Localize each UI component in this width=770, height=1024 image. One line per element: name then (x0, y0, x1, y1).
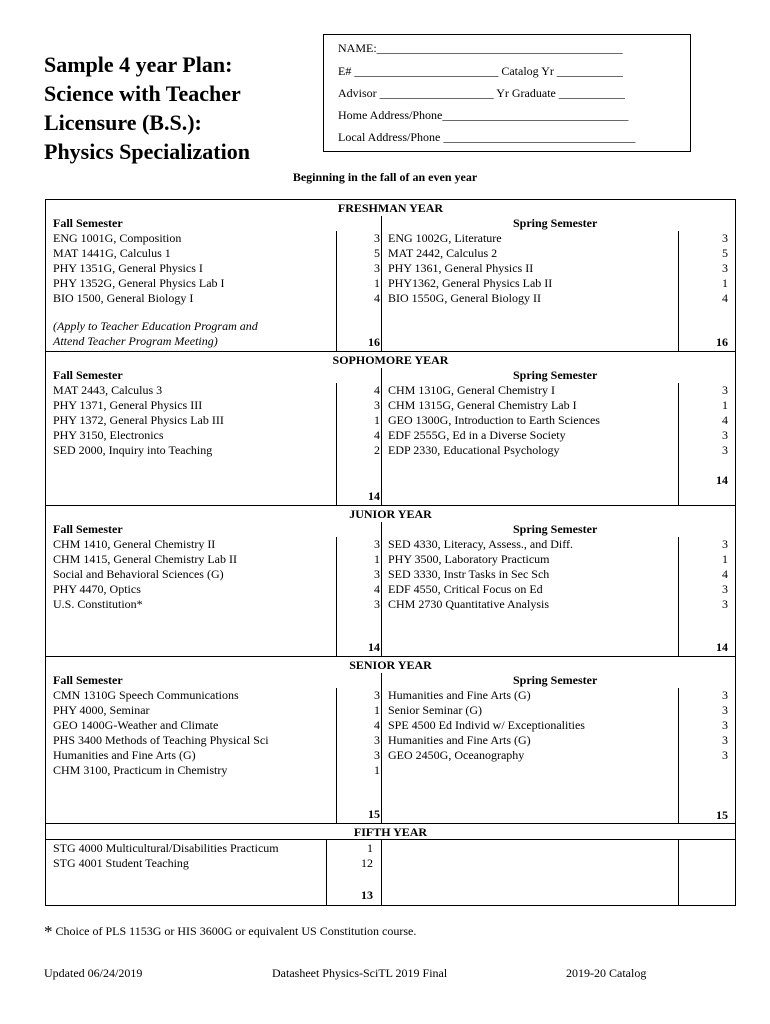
course-name: MAT 1441G, Calculus 1 (53, 246, 171, 260)
course-credits: 3 (374, 733, 380, 747)
course-credits: 4 (722, 291, 728, 305)
course-name: GEO 1400G-Weather and Climate (53, 718, 219, 732)
course-credits: 12 (361, 856, 373, 870)
title-line-3: Licensure (B.S.): (44, 110, 202, 135)
course-credits: 1 (722, 398, 728, 412)
course-name: GEO 2450G, Oceanography (388, 748, 525, 762)
course-name: Senior Seminar (G) (388, 703, 482, 717)
course-name: CHM 3100, Practicum in Chemistry (53, 763, 228, 777)
course-credits: 1 (374, 552, 380, 566)
course-name: PHY 1352G, General Physics Lab I (53, 276, 225, 290)
section-divider (46, 823, 735, 824)
course-credits: 3 (722, 703, 728, 717)
course-name: CHM 1415, General Chemistry Lab II (53, 552, 237, 566)
spring-total: 15 (716, 808, 728, 822)
spring-semester-label: Spring Semester (513, 522, 598, 536)
course-name: BIO 1550G, General Biology II (388, 291, 541, 305)
enumber-catalog-field[interactable]: E# ________________________ Catalog Yr ___________ (338, 64, 623, 78)
course-name: PHY 3150, Electronics (53, 428, 164, 442)
footnote-text: Choice of PLS 1153G or HIS 3600G or equivalent US Constitution course. (55, 924, 417, 938)
course-credits: 3 (722, 688, 728, 702)
course-credits: 3 (374, 688, 380, 702)
course-name: PHY 3500, Laboratory Practicum (388, 552, 550, 566)
fall-semester-label: Fall Semester (53, 368, 123, 382)
course-credits: 4 (722, 413, 728, 427)
home-address-field[interactable]: Home Address/Phone_______________________________ (338, 108, 629, 122)
course-credits: 1 (374, 703, 380, 717)
column-rule (381, 522, 382, 657)
course-name: CHM 2730 Quantitative Analysis (388, 597, 549, 611)
spring-total: 14 (716, 640, 728, 654)
course-credits: 1 (374, 413, 380, 427)
section-divider (46, 351, 735, 352)
course-credits: 2 (374, 443, 380, 457)
year-header: FRESHMAN YEAR (337, 201, 444, 215)
section-divider (46, 656, 735, 657)
student-info-box (323, 34, 691, 152)
spring-total: 16 (716, 335, 728, 349)
course-name: CHM 1315G, General Chemistry Lab I (388, 398, 577, 412)
course-credits: 1 (374, 763, 380, 777)
course-credits: 3 (722, 428, 728, 442)
course-name: Social and Behavioral Sciences (G) (53, 567, 224, 581)
footer-updated: Updated 06/24/2019 (44, 966, 143, 980)
course-credits: 3 (374, 261, 380, 275)
plan-subtitle: Beginning in the fall of an even year (292, 170, 478, 184)
course-name: GEO 1300G, Introduction to Earth Sciences (388, 413, 600, 427)
advising-note: (Apply to Teacher Education Program and (53, 319, 258, 333)
year-header: SENIOR YEAR (349, 658, 432, 672)
course-name: PHY 1351G, General Physics I (53, 261, 203, 275)
fall-total: 14 (368, 640, 380, 654)
course-name: PHS 3400 Methods of Teaching Physical Sci (53, 733, 269, 747)
column-rule (381, 368, 382, 506)
fall-semester-label: Fall Semester (53, 216, 123, 230)
spring-semester-label: Spring Semester (513, 216, 598, 230)
course-credits: 1 (367, 841, 373, 855)
title-line-1: Sample 4 year Plan: (44, 52, 233, 77)
name-field[interactable]: NAME:_________________________________________ (338, 41, 623, 55)
title-line-2: Science with Teacher (44, 81, 241, 106)
course-name: EDF 4550, Critical Focus on Ed (388, 582, 543, 596)
four-year-plan-table (45, 199, 736, 906)
course-credits: 4 (374, 383, 380, 397)
course-name: PHY 4470, Optics (53, 582, 141, 596)
course-credits: 3 (374, 231, 380, 245)
column-rule (381, 840, 382, 905)
advising-note: Attend Teacher Program Meeting) (53, 334, 218, 348)
course-name: SED 3330, Instr Tasks in Sec Sch (388, 567, 550, 581)
spring-total: 14 (716, 473, 728, 487)
course-name: MAT 2443, Calculus 3 (53, 383, 163, 397)
course-name: Humanities and Fine Arts (G) (53, 748, 196, 762)
course-name: SED 2000, Inquiry into Teaching (53, 443, 213, 457)
course-name: CHM 1310G, General Chemistry I (388, 383, 555, 397)
column-rule (381, 216, 382, 352)
course-name: EDF 2555G, Ed in a Diverse Society (388, 428, 566, 442)
fall-semester-label: Fall Semester (53, 522, 123, 536)
course-credits: 4 (374, 291, 380, 305)
footer-datasheet: Datasheet Physics-SciTL 2019 Final (272, 966, 448, 980)
course-credits: 3 (722, 537, 728, 551)
fall-total: 14 (368, 489, 380, 503)
course-credits: 3 (374, 748, 380, 762)
course-name: PHY1362, General Physics Lab II (388, 276, 553, 290)
section-divider (46, 505, 735, 506)
year-header: JUNIOR YEAR (349, 507, 432, 521)
fifth-header-rule (46, 839, 735, 840)
course-credits: 1 (722, 552, 728, 566)
course-credits: 3 (722, 383, 728, 397)
course-name: CHM 1410, General Chemistry II (53, 537, 216, 551)
course-credits: 3 (374, 398, 380, 412)
title-line-4: Physics Specialization (44, 139, 250, 164)
course-credits: 5 (374, 246, 380, 260)
course-credits: 3 (374, 567, 380, 581)
course-credits: 3 (722, 443, 728, 457)
course-credits: 1 (722, 276, 728, 290)
course-credits: 3 (722, 748, 728, 762)
course-credits: 3 (722, 718, 728, 732)
column-rule (678, 840, 679, 905)
course-name: Humanities and Fine Arts (G) (388, 688, 531, 702)
course-name: U.S. Constitution* (53, 597, 143, 611)
course-credits: 4 (374, 428, 380, 442)
course-name: ENG 1002G, Literature (388, 231, 502, 245)
spring-semester-label: Spring Semester (513, 368, 598, 382)
advisor-graduate-field[interactable]: Advisor ___________________ Yr Graduate ___________ (338, 86, 625, 100)
course-credits: 3 (722, 261, 728, 275)
course-name: Humanities and Fine Arts (G) (388, 733, 531, 747)
course-name: SPE 4500 Ed Individ w/ Exceptionalities (388, 718, 585, 732)
fall-total: 15 (368, 807, 380, 821)
course-name: BIO 1500, General Biology I (53, 291, 194, 305)
course-credits: 1 (374, 276, 380, 290)
column-rule (381, 673, 382, 824)
course-credits: 5 (722, 246, 728, 260)
footnote-star: * (44, 922, 53, 941)
course-credits: 3 (722, 597, 728, 611)
fall-total: 16 (368, 335, 380, 349)
footer-catalog: 2019-20 Catalog (566, 966, 647, 980)
fall-semester-label: Fall Semester (53, 673, 123, 687)
course-credits: 3 (722, 231, 728, 245)
course-credits: 4 (374, 718, 380, 732)
course-name: PHY 4000, Seminar (53, 703, 150, 717)
course-name: PHY 1361, General Physics II (388, 261, 534, 275)
local-address-field[interactable]: Local Address/Phone ________________________________ (338, 130, 636, 144)
course-name: MAT 2442, Calculus 2 (388, 246, 498, 260)
course-name: ENG 1001G, Composition (53, 231, 182, 245)
course-credits: 4 (722, 567, 728, 581)
course-credits: 3 (374, 597, 380, 611)
spring-semester-label: Spring Semester (513, 673, 598, 687)
course-name: STG 4001 Student Teaching (53, 856, 189, 870)
year-header: SOPHOMORE YEAR (332, 353, 449, 367)
course-name: SED 4330, Literacy, Assess., and Diff. (388, 537, 573, 551)
course-name: CMN 1310G Speech Communications (53, 688, 239, 702)
course-credits: 3 (374, 537, 380, 551)
course-name: PHY 1371, General Physics III (53, 398, 203, 412)
course-name: PHY 1372, General Physics Lab III (53, 413, 224, 427)
course-name: EDP 2330, Educational Psychology (388, 443, 560, 457)
course-credits: 3 (722, 582, 728, 596)
year-header: FIFTH YEAR (353, 825, 428, 839)
footnote (44, 922, 416, 942)
course-credits: 3 (722, 733, 728, 747)
fall-total: 13 (361, 888, 373, 902)
course-name: STG 4000 Multicultural/Disabilities Practicum (53, 841, 279, 855)
course-credits: 4 (374, 582, 380, 596)
page-title (44, 50, 314, 166)
